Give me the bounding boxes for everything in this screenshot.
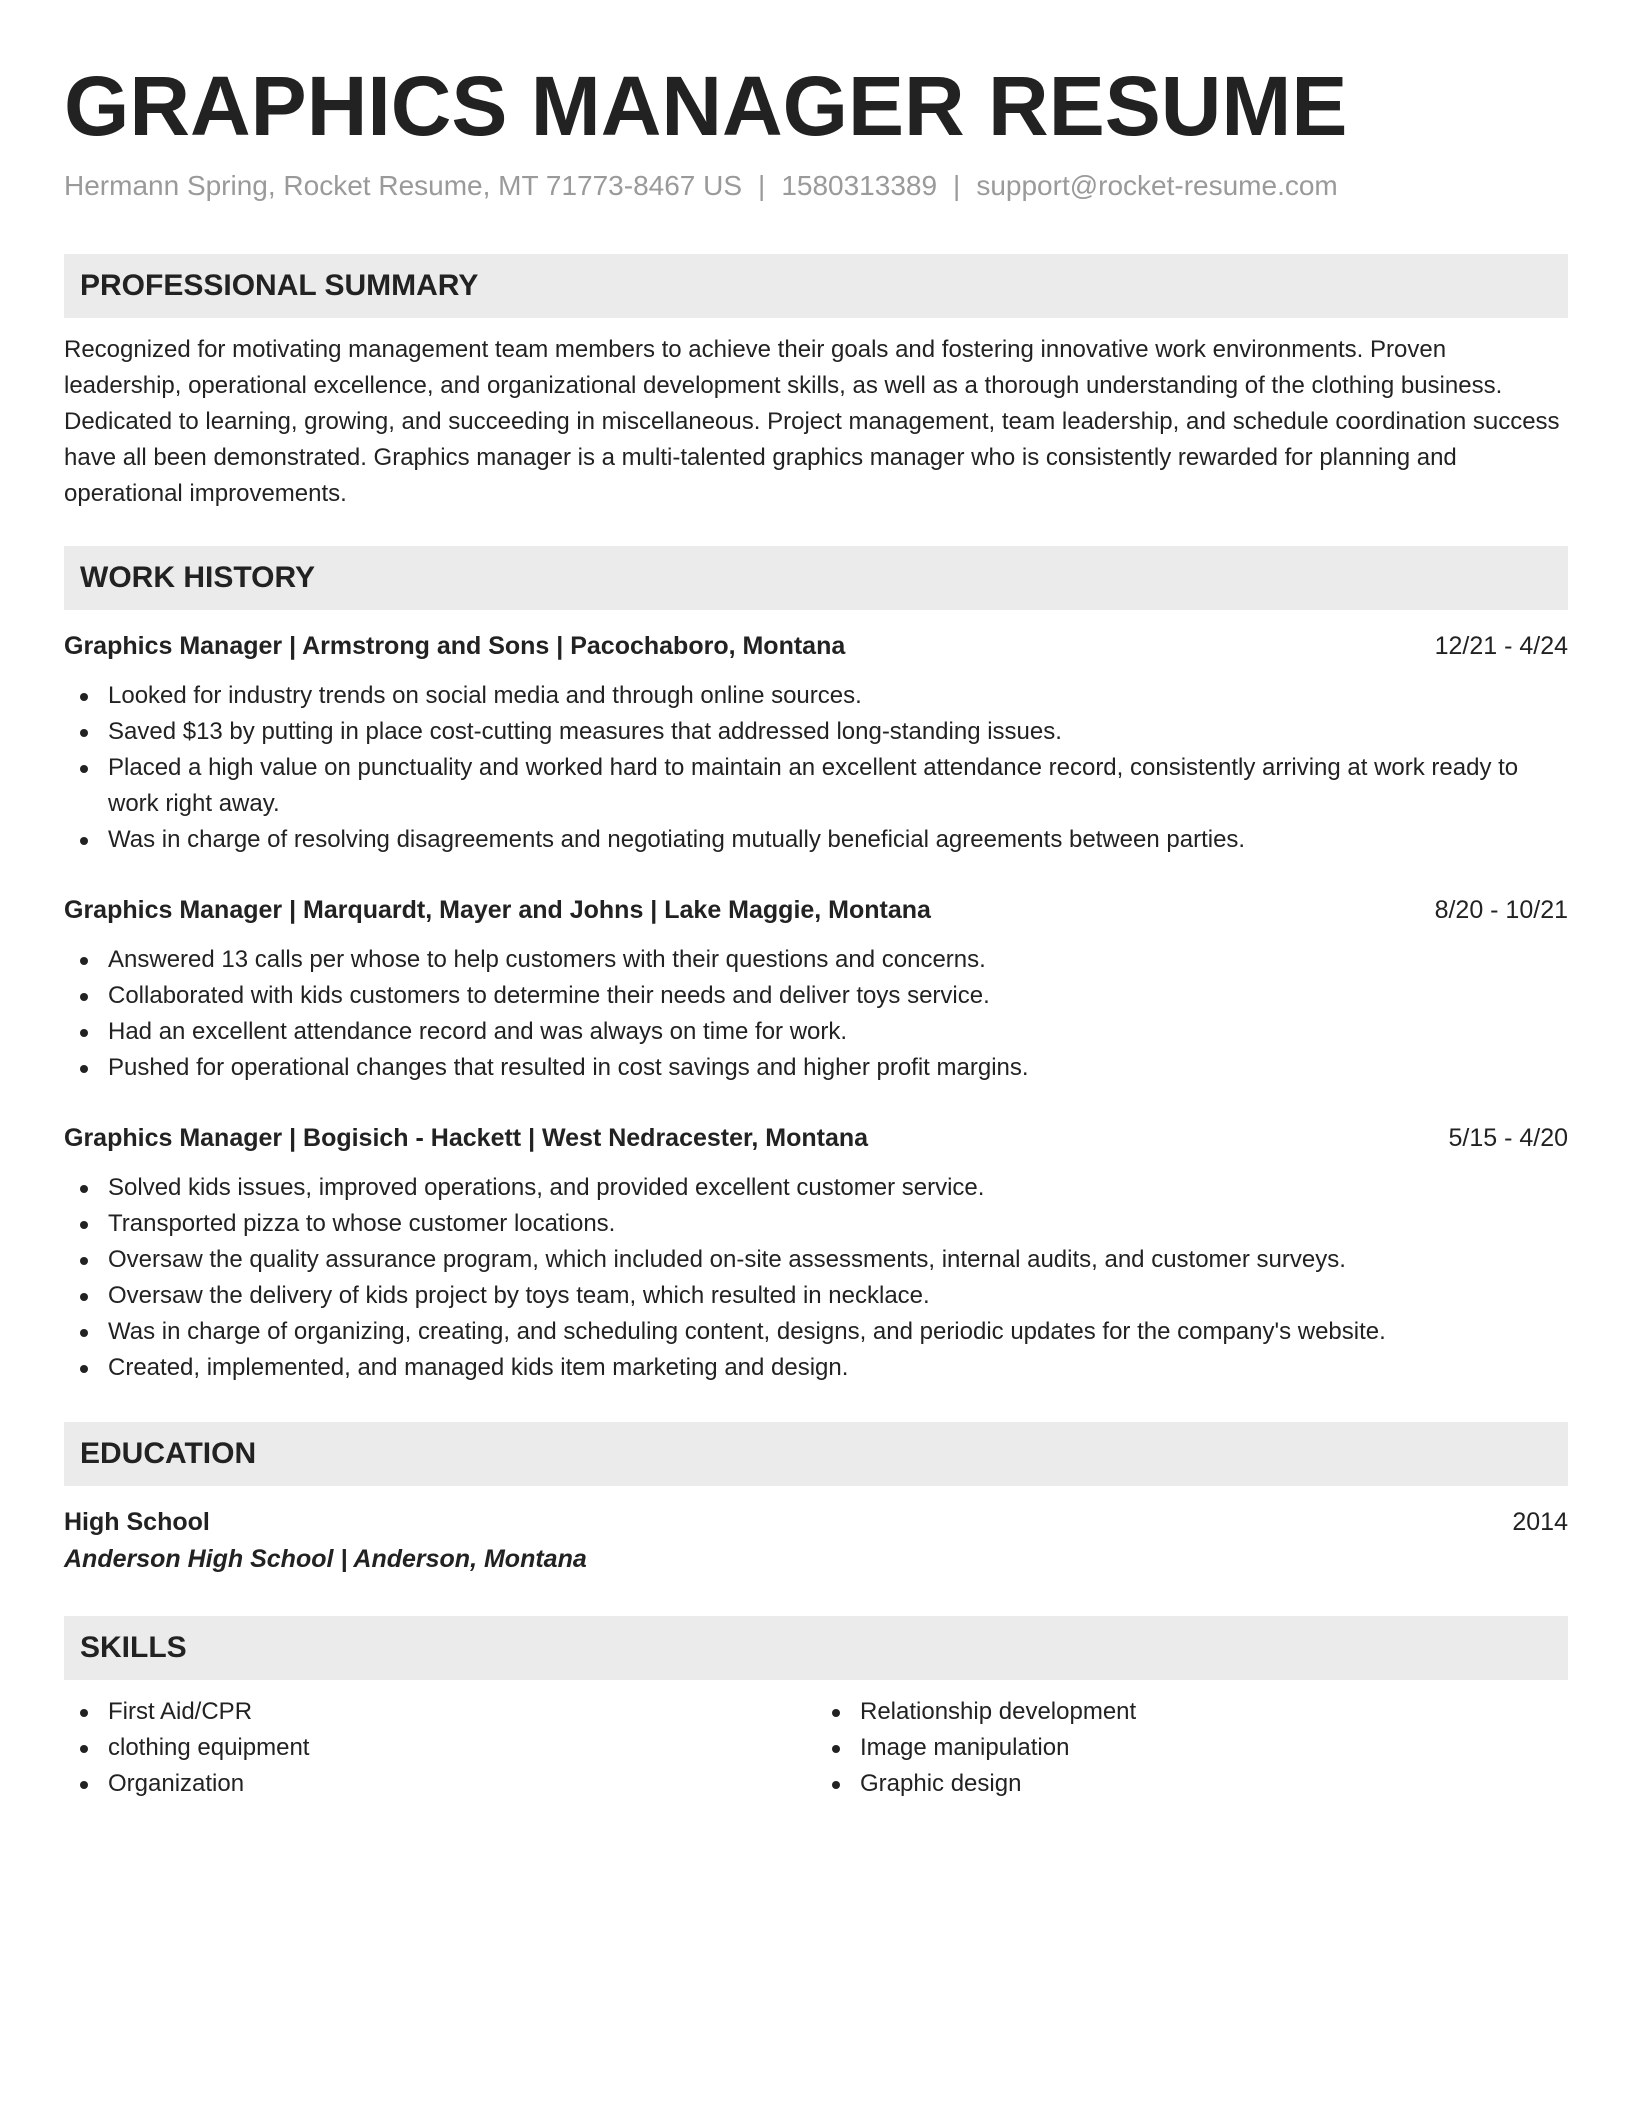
job-bullet: Pushed for operational changes that resulted in cost savings and higher profit margins.: [64, 1050, 1568, 1086]
job-bullets: [64, 678, 1568, 858]
skill-item: Image manipulation: [816, 1730, 1568, 1766]
skills-column-left: [64, 1694, 816, 1802]
job-title: Graphics Manager | Marquardt, Mayer and Johns | Lake Maggie, Montana: [64, 896, 931, 924]
skills-bullets-right: [816, 1694, 1568, 1802]
skill-item: Organization: [64, 1766, 816, 1802]
job-title: Graphics Manager | Bogisich - Hackett | West Nedracester, Montana: [64, 1124, 869, 1152]
job-bullet: Oversaw the quality assurance program, which included on-site assessments, internal audits, and customer surveys.: [64, 1242, 1568, 1278]
job-bullet: Was in charge of resolving disagreements and negotiating mutually beneficial agreements between parties.: [64, 822, 1568, 858]
contact-email: support@rocket-resume.com: [976, 170, 1338, 201]
education-year: 2014: [1512, 1508, 1568, 1536]
work-history-heading: WORK HISTORY: [64, 546, 1568, 610]
skills-bullets-left: [64, 1694, 816, 1802]
skills-list: [64, 1694, 1568, 1802]
job-bullet: Created, implemented, and managed kids item marketing and design.: [64, 1350, 1568, 1386]
job-bullet: Solved kids issues, improved operations, and provided excellent customer service.: [64, 1170, 1568, 1206]
education-school: Anderson High School | Anderson, Montana: [64, 1545, 587, 1573]
contact-line: [64, 168, 1568, 204]
job-bullet: Had an excellent attendance record and was always on time for work.: [64, 1014, 1568, 1050]
job-dates: 12/21 - 4/24: [1434, 632, 1568, 660]
job-title: Graphics Manager | Armstrong and Sons | Pacochaboro, Montana: [64, 632, 846, 660]
summary-text: Recognized for motivating management team members to achieve their goals and fostering innovative work environments. Proven leadership, operational excellence, and organizational development skills, as well as a thorough understanding of the clothing business. Dedicated to learning, growing, and succeeding in miscellaneous. Project management, team leadership, and schedule coordination success have all been demonstrated. Graphics manager is a multi-talented graphics manager who is consistently rewarded for planning and operational improvements.: [64, 336, 1560, 507]
job-header: [64, 892, 1568, 928]
job-dates: 8/20 - 10/21: [1434, 896, 1568, 924]
resume-title: GRAPHICS MANAGER RESUME: [64, 59, 1348, 153]
contact-separator: |: [758, 170, 766, 201]
job-bullet: Saved $13 by putting in place cost-cutting measures that addressed long-standing issues.: [64, 714, 1568, 750]
job-bullet: Answered 13 calls per whose to help customers with their questions and concerns.: [64, 942, 1568, 978]
job-bullet: Oversaw the delivery of kids project by toys team, which resulted in necklace.: [64, 1278, 1568, 1314]
job-header: [64, 1120, 1568, 1156]
skills-heading: SKILLS: [64, 1616, 1568, 1680]
contact-phone: 1580313389: [781, 170, 938, 201]
job-entry: [64, 1120, 1568, 1386]
job-bullets: [64, 1170, 1568, 1386]
job-header: [64, 628, 1568, 664]
skill-item: Relationship development: [816, 1694, 1568, 1730]
job-entry: [64, 892, 1568, 1086]
education-degree: High School: [64, 1508, 210, 1536]
skill-item: Graphic design: [816, 1766, 1568, 1802]
job-bullet: Placed a high value on punctuality and worked hard to maintain an excellent attendance record, consistently arriving at work ready to work right away.: [64, 750, 1568, 822]
education-entry: [64, 1504, 1568, 1540]
job-entry: [64, 628, 1568, 858]
skills-column-right: [816, 1694, 1568, 1802]
job-bullets: [64, 942, 1568, 1086]
summary-heading: PROFESSIONAL SUMMARY: [64, 254, 1568, 318]
job-dates: 5/15 - 4/20: [1448, 1124, 1568, 1152]
job-bullet: Collaborated with kids customers to determine their needs and deliver toys service.: [64, 978, 1568, 1014]
skill-item: First Aid/CPR: [64, 1694, 816, 1730]
job-bullet: Was in charge of organizing, creating, and scheduling content, designs, and periodic updates for the company's website.: [64, 1314, 1568, 1350]
job-bullet: Looked for industry trends on social media and through online sources.: [64, 678, 1568, 714]
contact-address: Hermann Spring, Rocket Resume, MT 71773-8467 US: [64, 170, 743, 201]
skill-item: clothing equipment: [64, 1730, 816, 1766]
education-heading: EDUCATION: [64, 1422, 1568, 1486]
job-bullet: Transported pizza to whose customer locations.: [64, 1206, 1568, 1242]
contact-separator: |: [953, 170, 961, 201]
